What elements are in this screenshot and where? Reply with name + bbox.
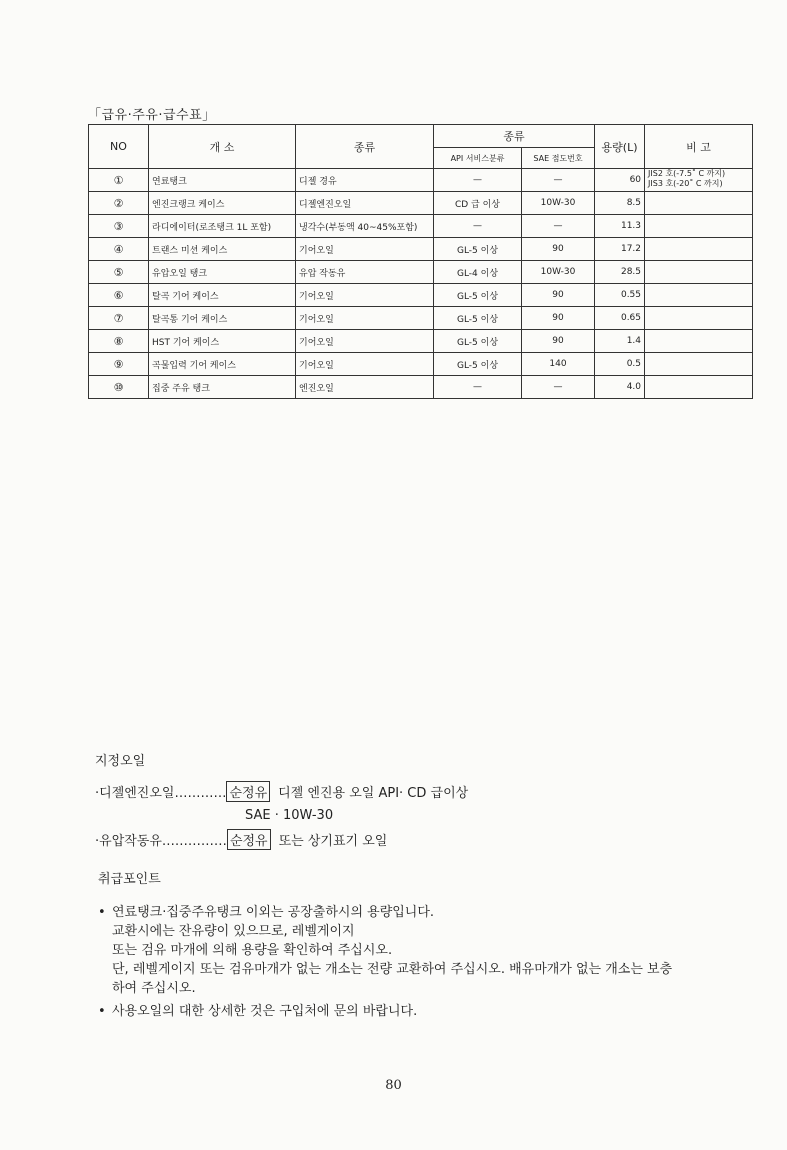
row-type: 기어오일 — [296, 238, 434, 261]
row-location: HST 기어 케이스 — [149, 330, 296, 353]
row-no: ④ — [89, 238, 149, 261]
remark-line: JIS2 호(-7.5˚ C 까지) — [648, 169, 726, 178]
table-row — [89, 284, 753, 307]
row-remarks — [645, 169, 753, 192]
row-sae: — — [522, 376, 595, 399]
row-api: GL-5 이상 — [434, 307, 522, 330]
table-row — [89, 261, 753, 284]
row-sae: 90 — [522, 330, 595, 353]
hydraulic-oil-desc: 또는 상기표기 오일 — [278, 833, 388, 849]
row-api: CD 급 이상 — [434, 192, 522, 215]
row-remarks — [645, 353, 753, 376]
row-remarks — [645, 284, 753, 307]
header-spec-group: 종류 — [434, 125, 595, 148]
row-type: 냉각수(부동액 40~45%포함) — [296, 215, 434, 238]
row-location: 유압오일 탱크 — [149, 261, 296, 284]
row-location: 연료탱크 — [149, 169, 296, 192]
row-type: 기어오일 — [296, 330, 434, 353]
handling-text: 하여 주십시오. — [112, 981, 196, 996]
header-api: API 서비스분류 — [434, 148, 522, 169]
row-type: 디젤 경유 — [296, 169, 434, 192]
table-row — [89, 307, 753, 330]
page-title: 「급유·주유·급수표」 — [88, 108, 216, 123]
row-sae: 90 — [522, 284, 595, 307]
table-row — [89, 238, 753, 261]
header-remarks: 비 고 — [645, 125, 753, 169]
row-sae: 90 — [522, 307, 595, 330]
row-no: ⑩ — [89, 376, 149, 399]
row-type: 기어오일 — [296, 353, 434, 376]
table-row — [89, 192, 753, 215]
engine-oil-line — [95, 779, 468, 803]
row-type: 유압 작동유 — [296, 261, 434, 284]
bullet-mark: • — [98, 1004, 106, 1019]
row-no: ⑤ — [89, 261, 149, 284]
handling-item — [98, 903, 778, 922]
row-remarks — [645, 215, 753, 238]
handling-points-section — [98, 870, 778, 1021]
row-api: GL-5 이상 — [434, 330, 522, 353]
row-type: 기어오일 — [296, 284, 434, 307]
row-no: ⑧ — [89, 330, 149, 353]
table-row — [89, 169, 753, 192]
hydraulic-oil-genuine-box: 순정유 — [227, 829, 271, 850]
handling-heading: 취급포인트 — [98, 872, 161, 887]
row-type: 기어오일 — [296, 307, 434, 330]
bullet-mark: • — [98, 905, 106, 920]
remark-line: JIS3 호(-20˚ C 까지) — [648, 179, 723, 188]
row-location: 엔진크랭크 케이스 — [149, 192, 296, 215]
hydraulic-oil-label: ·유압작동유…………… — [95, 833, 227, 849]
engine-oil-genuine-box: 순정유 — [226, 781, 270, 802]
row-location: 집중 주유 탱크 — [149, 376, 296, 399]
handling-text: 또는 검유 마개에 의해 용량을 확인하여 주십시오. — [112, 943, 393, 958]
row-capacity: 60 — [595, 169, 645, 192]
row-remarks — [645, 307, 753, 330]
row-api: GL-5 이상 — [434, 353, 522, 376]
header-no: NO — [89, 125, 149, 169]
row-sae: 90 — [522, 238, 595, 261]
handling-text: 교환시에는 잔유량이 있으므로, 레벨게이지 — [112, 924, 355, 939]
header-type: 종류 — [296, 125, 434, 169]
row-api: — — [434, 169, 522, 192]
row-remarks — [645, 238, 753, 261]
row-no: ③ — [89, 215, 149, 238]
row-remarks — [645, 376, 753, 399]
row-remarks — [645, 192, 753, 215]
row-api: GL-4 이상 — [434, 261, 522, 284]
row-api: — — [434, 376, 522, 399]
row-location: 트랜스 미션 케이스 — [149, 238, 296, 261]
table-row — [89, 376, 753, 399]
handling-text: 연료탱크·집중주유탱크 이외는 공장출하시의 용량입니다. — [112, 905, 435, 920]
engine-oil-label: ·디젤엔진오일………… — [95, 785, 227, 801]
header-capacity: 용량(L) — [595, 125, 645, 169]
designated-oil-heading: 지정오일 — [95, 754, 146, 769]
row-capacity: 8.5 — [595, 192, 645, 215]
page-number: 80 — [385, 1078, 402, 1093]
row-sae: — — [522, 169, 595, 192]
row-capacity: 0.5 — [595, 353, 645, 376]
row-no: ① — [89, 169, 149, 192]
row-api: GL-5 이상 — [434, 284, 522, 307]
row-no: ② — [89, 192, 149, 215]
row-capacity: 0.65 — [595, 307, 645, 330]
table-row — [89, 215, 753, 238]
row-sae: — — [522, 215, 595, 238]
row-capacity: 1.4 — [595, 330, 645, 353]
row-no: ⑨ — [89, 353, 149, 376]
row-api: GL-5 이상 — [434, 238, 522, 261]
row-location: 라디에이터(로조탱크 1L 포함) — [149, 215, 296, 238]
row-sae: 10W-30 — [522, 261, 595, 284]
header-location: 개 소 — [149, 125, 296, 169]
row-location: 탈곡 기어 케이스 — [149, 284, 296, 307]
row-capacity: 17.2 — [595, 238, 645, 261]
row-capacity: 4.0 — [595, 376, 645, 399]
row-sae: 10W-30 — [522, 192, 595, 215]
table-row — [89, 353, 753, 376]
handling-text: 사용오일의 대한 상세한 것은 구입처에 문의 바랍니다. — [112, 1004, 418, 1019]
row-no: ⑦ — [89, 307, 149, 330]
row-api: — — [434, 215, 522, 238]
handling-item — [98, 1002, 778, 1021]
header-sae: SAE 점도번호 — [522, 148, 595, 169]
row-sae: 140 — [522, 353, 595, 376]
fuel-table — [88, 124, 753, 399]
row-remarks — [645, 261, 753, 284]
row-capacity: 0.55 — [595, 284, 645, 307]
designated-oil-section — [95, 750, 468, 851]
row-type: 엔진오일 — [296, 376, 434, 399]
row-capacity: 11.3 — [595, 215, 645, 238]
handling-text: 단, 레벨게이지 또는 검유마개가 없는 개소는 전량 교환하여 주십시오. 배유마개가 없는 개소는 보충 — [112, 962, 673, 977]
sae-line: SAE · 10W-30 — [245, 807, 334, 823]
hydraulic-oil-line — [95, 827, 468, 851]
row-capacity: 28.5 — [595, 261, 645, 284]
table-row — [89, 330, 753, 353]
engine-oil-desc: 디젤 엔진용 오일 API· CD 급이상 — [278, 785, 469, 801]
row-location: 곡물입력 기어 케이스 — [149, 353, 296, 376]
row-no: ⑥ — [89, 284, 149, 307]
row-type: 디젤엔진오일 — [296, 192, 434, 215]
row-remarks — [645, 330, 753, 353]
row-location: 탈곡통 기어 케이스 — [149, 307, 296, 330]
